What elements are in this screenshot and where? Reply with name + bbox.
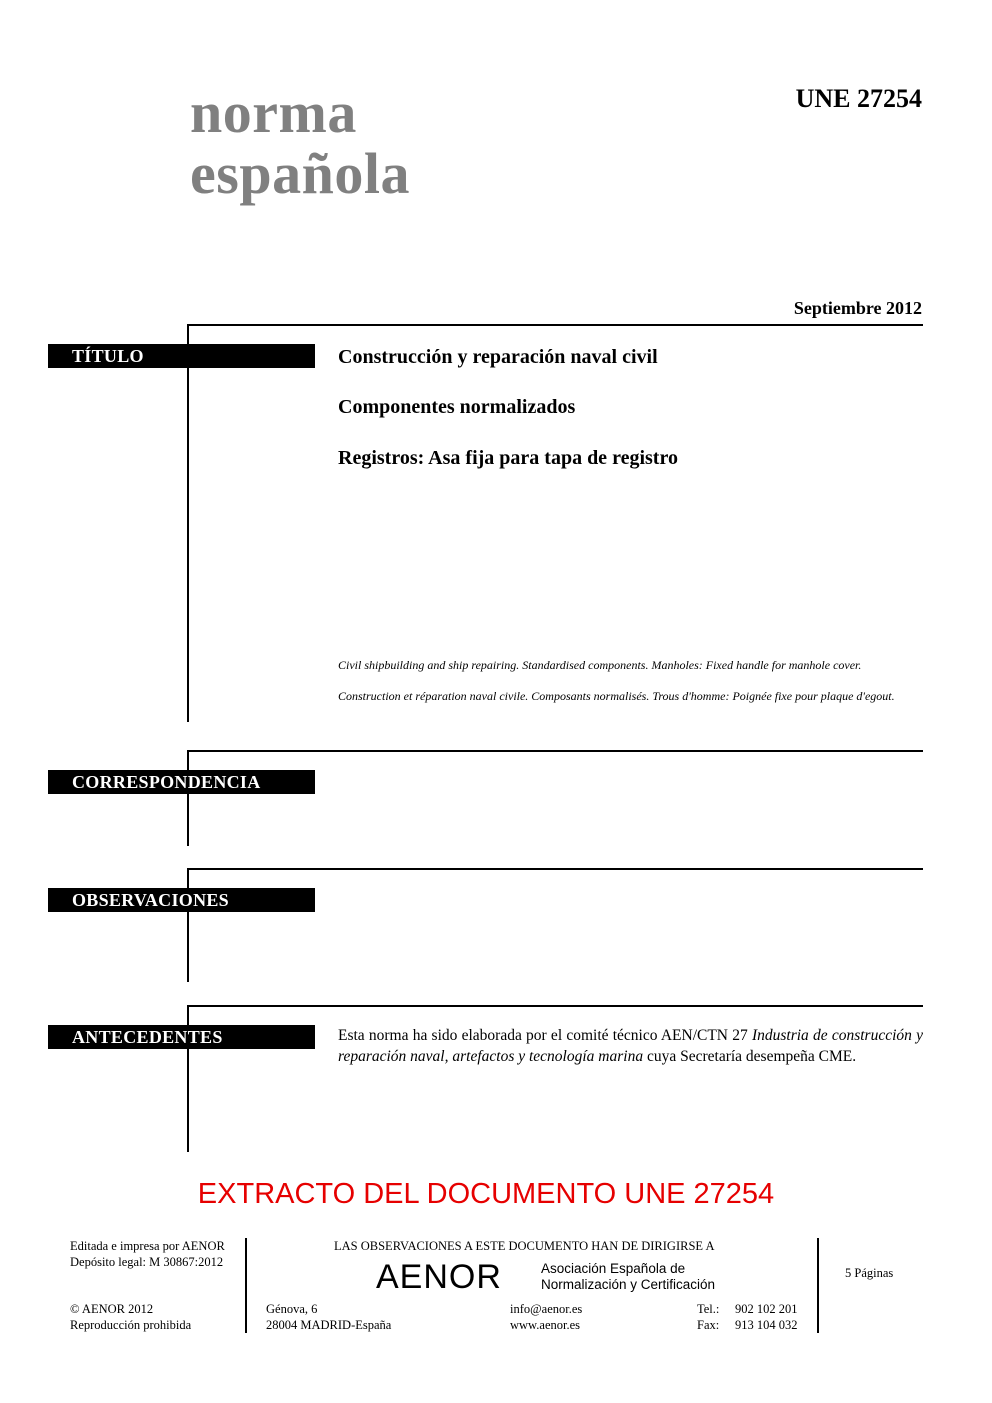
committee-name: Industria de construcción y reparación naval, artefactos y tecnología marina [338,1027,923,1065]
footer-copyright-info [70,1301,191,1333]
section-divider-antecedentes [188,1005,923,1007]
footer-separator-left [245,1238,247,1333]
label-antecedentes: ANTECEDENTES [48,1025,315,1049]
title-line-2: Componentes normalizados [338,396,576,418]
standard-number: UNE 27254 [795,84,922,113]
brand-line-norma: norma [190,80,357,145]
brand-line-espanola: española [190,141,410,206]
publication-date: Septiembre 2012 [793,298,922,318]
footer-address [266,1301,391,1333]
footer-address-line2: 28004 MADRID-España [266,1318,392,1332]
footer-phone-numbers [735,1301,798,1333]
footer-page-count: 5 Páginas [845,1266,894,1280]
footer-deposit: Depósito legal: M 30867:2012 [70,1255,224,1269]
aenor-association-name: Asociación Española de Normalización y Certificación [541,1261,716,1292]
footer-copyright: © AENOR 2012 [70,1302,154,1316]
label-observaciones: OBSERVACIONES [48,888,315,912]
title-french: Construction et réparation naval civile. Composants normalisés. Trous d'homme: Poignée fixe pour plaque d'egout. [338,689,895,703]
footer-address-line1: Génova, 6 [266,1302,318,1316]
aenor-logo: AENOR [376,1258,502,1296]
section-divider-correspondencia [188,750,923,752]
footer-fax: 913 104 032 [735,1318,798,1332]
antecedentes-text: Esta norma ha sido elaborada por el comité técnico AEN/CTN 27 Industria de construcción y reparación naval, artefactos y tecnología marina cuya Secretaría desempeña CME. [338,1027,923,1065]
section-divider-titulo [188,324,923,326]
section-vline-observaciones [187,868,189,982]
section-divider-observaciones [188,868,923,870]
footer-reproduction: Reproducción prohibida [70,1318,192,1332]
footer-web[interactable]: www.aenor.es [510,1318,581,1332]
footer-phone-labels: Tel.: Fax: [697,1302,720,1332]
section-vline-correspondencia [187,750,189,846]
footer-tel: 902 102 201 [735,1302,798,1316]
title-line-3: Registros: Asa fija para tapa de registro [338,447,678,469]
footer-observations-header: LAS OBSERVACIONES A ESTE DOCUMENTO HAN DE DIRIGIRSE A [334,1239,715,1253]
label-correspondencia: CORRESPONDENCIA [48,770,315,794]
footer-edition-info [70,1238,225,1270]
footer-edited: Editada e impresa por AENOR [70,1239,225,1253]
section-vline-titulo [187,324,189,722]
footer-separator-right [817,1238,819,1333]
footer-contact-online [510,1301,582,1333]
label-titulo: TÍTULO [48,344,315,368]
title-line-1: Construcción y reparación naval civil [338,346,658,368]
extract-notice: EXTRACTO DEL DOCUMENTO UNE 27254 [197,1178,775,1210]
title-english: Civil shipbuilding and ship repairing. Standardised components. Manholes: Fixed handle for manhole cover. [338,658,862,672]
footer-email[interactable]: info@aenor.es [510,1302,583,1316]
